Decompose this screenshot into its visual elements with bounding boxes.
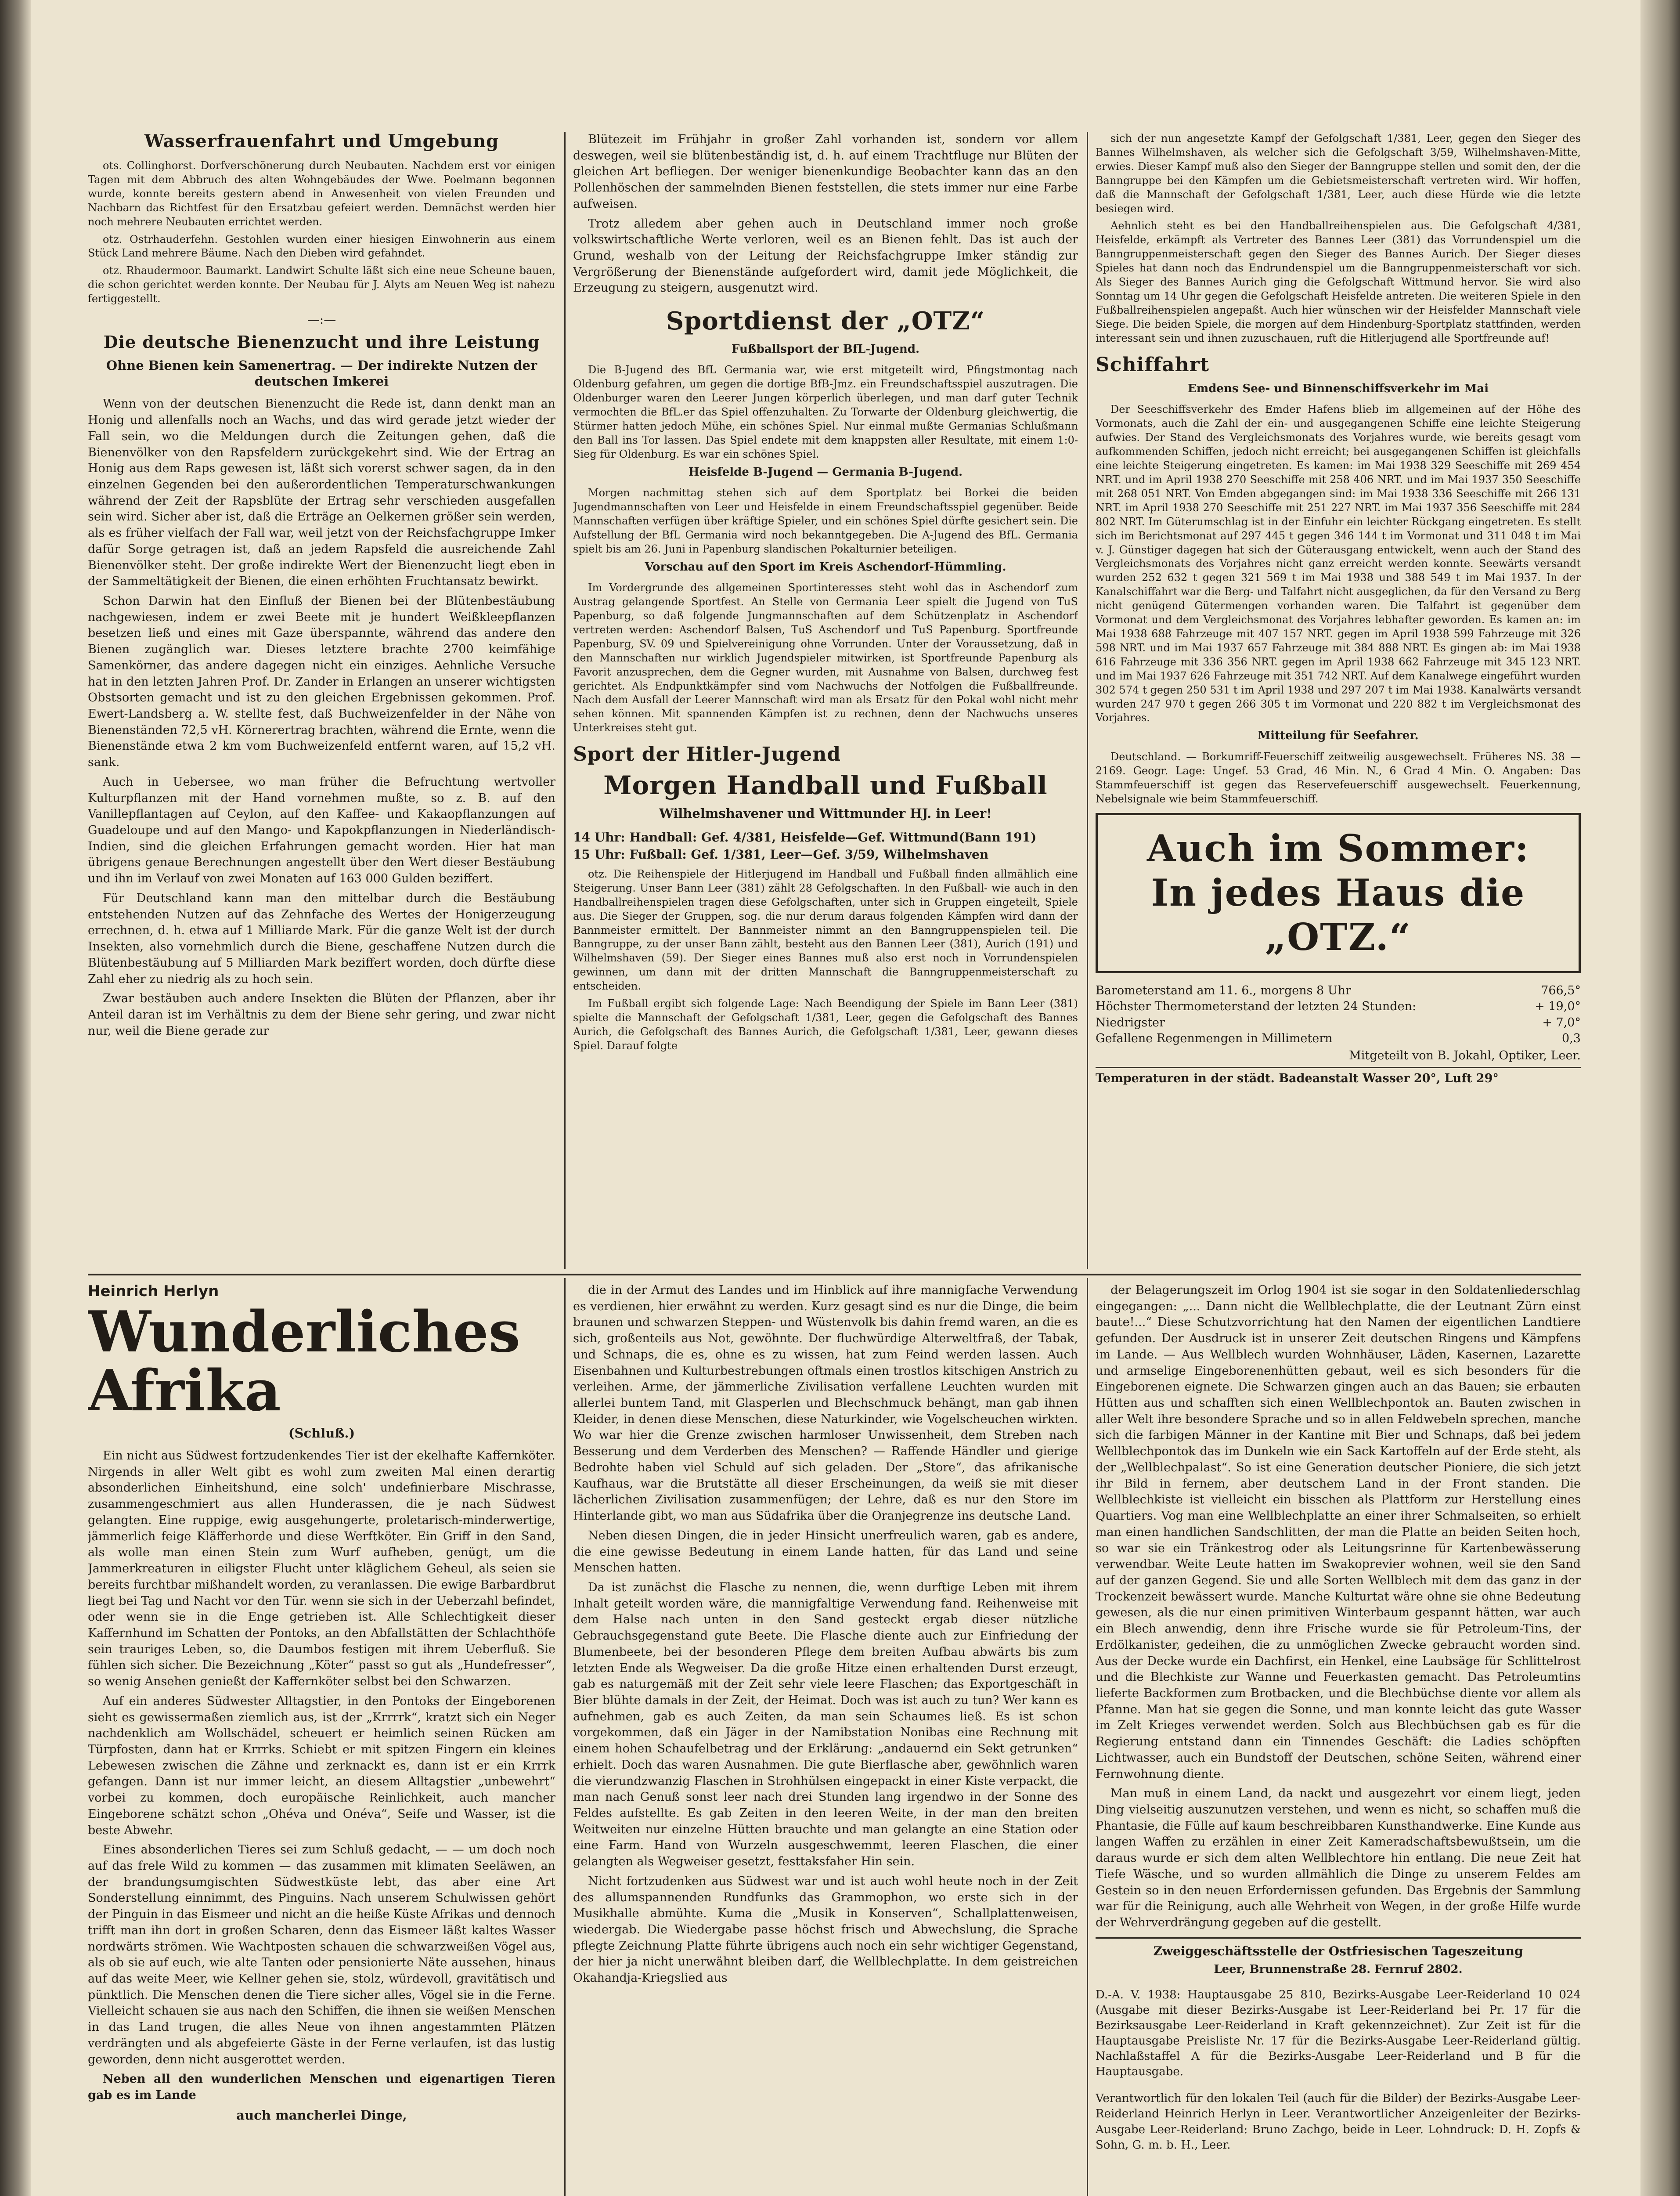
column-1	[88, 132, 555, 1269]
article-paragraph: Die B-Jugend des BfL Germania war, wie erst mitgeteilt wird, Pfingstmontag nach Oldenburg gefahren, um gegen die dortige BfB-Jmz. ein Freundschaftsspiel auszutragen. Die Oldenburger waren den Leerer Jungen körperlich überlegen, und man darf guter Technik vermochten die BfL.er das Spiel offenzuhalten. Zu Torwarte der Oldenburg gleichwertig, die Stürmer hatten jedoch Mühe, ein schönes Spiel. Nur einmal mußte Germanias Schlußmann den Ball ins Tor lassen. Das Spiel endete mit dem knappsten aller Resultate, mit einem 1:0-Sieg für Oldenburg. Es war ein schönes Spiel.	[573, 364, 1078, 460]
article-paragraph: Blütezeit im Frühjahr in großer Zahl vorhanden ist, sondern vor allem deswegen, weil sie blütenbeständig ist, d. h. auf einem Trachtfluge nur Blüten der gleichen Art befliegen. Der weniger bienenkundige Beobachter kann das an den Pollenhöschen der sammelnden Bienen feststellen, die stets immer nur eine Farbe aufweisen.	[573, 133, 1078, 211]
lower-column-1	[88, 1282, 555, 2196]
weather-row	[1096, 1015, 1581, 1031]
weather-signature: Mitgeteilt von B. Jokahl, Optiker, Leer.	[1349, 1048, 1581, 1062]
column-rule	[1087, 1278, 1088, 2196]
article-paragraph: Man muß in einem Land, da nackt und ausgezehrt vor einem liegt, jeden Ding vielseitig auszunutzen verstehen, und wenn es nicht, so schaffen muß die Phantasie, die Fülle auf kaum beschreibbaren Kunsthandwerke. Eine Kunde aus langen Waffen zu erzählen in einer Zeit Kameradschaftsbewußtsein, um die daraus wurde er sich dem alten Wellblechtore hin entlang. Die neue Zeit hat Tiefe Wäsche, und so wurden allmählich die Dinge zu unserem Feldes am Gestein so in den neuen Erfordernissen gefunden. Das Ergebnis der Sammlung war für die Reinigung, auch alle Wehrheit von Wegen, in der große Hilfe wurde der Wehrverdrängung gegeben auf die gestellt.	[1096, 1787, 1581, 1930]
article-paragraph: Nicht fortzudenken aus Südwest war und ist auch wohl heute noch in der Zeit des allumspannenden Rundfunks das Grammophon, wo erste sich in der Musikhalle abmühte. Kuma die „Musik in Konserven“, Schallplattenweisen, wiedergab. Die Wiedergabe passe höchst frisch und Abwechslung, die Sprache pflegte Zeichnung Platte führte übrigens auch noch ein sehr wichtiger Gegenstand, der hier ja nicht unerwähnt bleiben darf, die Wellblechplatte. In dem geistreichen Okahandja-Kriegslied aus	[573, 1874, 1078, 1985]
section-heading: Sport der Hitler-Jugend	[573, 743, 841, 766]
advertisement-line: In jedes Haus die „OTZ.“	[1151, 871, 1525, 959]
inline-heading: auch mancherlei Dinge,	[236, 2107, 407, 2123]
advertisement-box	[1096, 813, 1581, 973]
section-heading: Wasserfrauenfahrt und Umgebung	[144, 132, 499, 152]
scan-edge-shadow	[1640, 0, 1680, 2196]
article-paragraph: ots. Collinghorst. Dorfverschönerung durch Neubauten. Nachdem erst vor einigen Tagen mit dem Abbruch des alten Wohngebäudes der Wwe. Poelmann begonnen wurde, konnte bereits gestern abend in Anwesenheit von vielen Freunden und Nachbarn das Richtfest für den Ersatzbau gefeiert werden. Demnächst werden hier noch mehrere Neubauten errichtet werden.	[88, 159, 555, 228]
newspaper-page	[88, 132, 1581, 2196]
weather-label: Gefallene Regenmengen in Millimetern	[1096, 1032, 1333, 1046]
imprint-text: Verantwortlich für den lokalen Teil (auch für die Bilder) der Bezirks-Ausgabe Leer-Reiderland Heinrich Herlyn in Leer. Verantwortlicher Anzeigenleiter der Bezirks-Ausgabe Leer-Reiderland: Bruno Zachgo, beide in Leer. Lohndruck: D. H. Zopfs & Sohn, G. m. b. H., Leer.	[1096, 2092, 1581, 2152]
advertisement-line: Auch im Sommer:	[1147, 827, 1529, 870]
column-3	[1096, 132, 1581, 1269]
weather-value: 766,5°	[1541, 983, 1581, 997]
article-paragraph: Da ist zunächst die Flasche zu nennen, die, wenn durftige Leben mit ihrem Inhalt geteilt worden wäre, die mannigfaltige Verwendung fand. Reihenweise mit dem Halse nach unten in den Sand gesteckt ergab dieser nützliche Gebrauchsgegenstand gute Beete. Die Flasche diente auch zur Einfriedung der Blumenbeete, bei der besonderen Pflege dem breiten Aufbau abwärts bis zum letzten Ende als Wegweiser. Da die große Hitze einen erhaltenden Durst erzeugt, gab es naturgemäß mit der Zeit sehr viele leere Flaschen; das Exportgeschäft in Bier blühte damals in der Zeit, der Heimat. Doch was ist auch zu tun? Wer kann es aufnehmen, gab es auch Zeiten, da man sein Schaumes ließ. Es ist schon vorgekommen, daß ein Jäger in der Namibstation Nonibas eine Rechnung mit einem hohen Schaufelbetrag und der Erklärung: „andauernd ein Sekt getrunken“ erhielt. Doch das waren Ausnahmen. Die gute Bierflasche aber, gewöhnlich waren die vierundzwanzig Flaschen in Strohhülsen eingepackt in einer Kiste verpackt, die man nach Genuß sonst leer nach drei Stunden lang irgendwo in der Sonne des Feldes aufstellte. Es gab Zeiten in den leeren Weite, in der man den breiten Weitweiten nur einzelne Hütten brauchte und man gelangte an eine Station oder eine Farm. Hand von Wurzeln ausgeschwemmt, leeren Flaschen, die einer gelangten als Wegweiser gesetzt, festtaksfaher Hin sein.	[573, 1580, 1078, 1869]
article-paragraph: Deutschland. — Borkumriff-Feuerschiff zeitweilig ausgewechselt. Früheres NS. 38 — 2169. Geogr. Lage: Ungef. 53 Grad, 46 Min. N., 6 Grad 4 Min. O. Angaben: Das Stammfeuerschiff ist gegen das Reservefeuerschiff ausgewechselt. Feuerkennung, Nebelsignale wie beim Stammfeuerschiff.	[1096, 750, 1581, 805]
article-subheadline: Emdens See- und Binnenschiffsverkehr im Mai	[1187, 382, 1489, 395]
article-paragraph: Für Deutschland kann man den mittelbar durch die Bestäubung entstehenden Nutzen auf das Zehnfache des Wertes der Honigerzeugung errechnen, d. h. etwa auf 1 Milliarde Mark. Für die ganze Welt ist der durch Insekten, also vornehmlich durch die Biene, geschaffene Nutzen durch die Blütenbestäubung auf 5 Milliarden Mark beziffert worden, doch dürfte diese Zahl eher zu niedrig als zu hoch sein.	[88, 891, 555, 986]
article-paragraph: Aehnlich steht es bei den Handballreihenspielen aus. Die Gefolgschaft 4/381, Heisfelde, erkämpft als Vertreter des Bannes Leer (381) das Vorrundenspiel um die Banngruppenmeisterschaft gegen den Sieger des Bannes Aurich. Der Sieger dieses Spieles hat dann noch das Endrundenspiel um die Banngruppenmeisterschaft vor sich. Als Sieger des Bannes Aurich ging die Gefolgschaft Wittmund hervor. Sie wird also Sonntag um 14 Uhr gegen die Gefolgschaft Heisfelde antreten. Die weiteren Spiele in den Fußballreihenspielen angepaßt. Auch hier wünschen wir der Heisfelder Mannschaft viele Siege. Die beiden Spiele, die morgen auf dem Hindenburg-Sportplatz stattfinden, werden interessant sein und ihnen zuzuschauen, ruft die Hitlerjugend alle Sportfreunde auf!	[1096, 220, 1581, 344]
article-paragraph: die in der Armut des Landes und im Hinblick auf ihre mannigfache Verwendung es verdienen, hier erwähnt zu werden. Kurz gesagt sind es nur die Dinge, die beim braunen und schwarzen Steppen- und Wüstenvolk bis dahin fremd waren, an die es sich, großenteils aus Not, gewöhnte. Der fluchwürdige Alterweltfraß, der Tabak, und Schnaps, die es, ohne es zu wissen, hat zum Feind werden lassen. Auch Eisenbahnen und Kulturbestrebungen oftmals einen trostlos kitschigen Anstrich zu verleihen. Arme, der jämmerliche Zivilisation verfallene Leuchten wurden mit allerlei buntem Tand, mit Glasperlen und Blechschmuck behängt, man gab ihnen Kleider, in denen diese Menschen, diese Naturkinder, wie Vogelscheuchen wirkten. Wo war hier die Grenze zwischen harmloser Unwissenheit, dem Streben nach Besserung und dem Verderben des Menschen? — Raffende Händler und gierige Bedrohte haben viel Schuld auf sich geladen. Der „Store“, das afrikanische Kaufhaus, war die Brutstätte all dieser Erscheinungen, da weiß sie mit dieser lächerlichen Zivilisation zusammenfügen; der Lehre, daß es nur den Store im Hinterlande gibt, wo man aus Südafrika über die Oranjegrenze ins deutsche Land.	[573, 1283, 1078, 1523]
article-paragraph: Auf ein anderes Südwester Alltagstier, in den Pontoks der Eingeborenen sieht es gewissermaßen ziemlich aus, ist der „Krrrrk“, kratzt sich ein Neger nachdenklich am Wollschädel, scheuert er heimlich seinen Rücken am Türpfosten, dann hat er Krrrks. Schiebt er mit spitzen Fingern ein kleines Lebewesen zwischen die Zähne und zerknackt es, dann ist er ein Krrrk gefangen. Dann ist nur immer leicht, an diesem Alltagstier „unbewehrt“ vorbei zu kommen, doch europäische Reinlichkeit, auch mancher Eingeborene schätzt schon „Ohéva und Onéva“, Seife und Wasser, ist die beste Abwehr.	[88, 1694, 555, 1837]
weather-value: 0,3	[1562, 1032, 1581, 1046]
imprint-title: Zweiggeschäftsstelle der Ostfriesischen Tageszeitung	[1153, 1943, 1523, 1958]
column-2	[573, 132, 1078, 1269]
article-paragraph: Zwar bestäuben auch andere Insekten die Blüten der Pflanzen, aber ihr Anteil daran ist im Verhältnis zu dem der Biene sehr gering, und zwar nicht nur, weil die Biene gerade zur	[88, 992, 555, 1038]
weather-row	[1096, 983, 1581, 999]
article-subheadline: Fußballsport der BfL-Jugend.	[731, 342, 920, 356]
lower-column-3	[1096, 1282, 1581, 2196]
weather-value: + 19,0°	[1535, 1000, 1581, 1014]
article-headline: Die deutsche Bienenzucht und ihre Leistung	[103, 332, 540, 352]
column-rule	[1087, 132, 1088, 1269]
column-rule	[564, 132, 566, 1269]
scan-binding-shadow	[0, 0, 31, 2196]
article-paragraph: Trotz alledem aber gehen auch in Deutschland immer noch große volkswirtschaftliche Werte verloren, weil es an Bienen fehlt. Das ist auch der Grund, weshalb von der Leitung der Reichsfachgruppe Imker ständig zur Vergrößerung der Bienenstände aufgefordert wird, damit jede Möglichkeit, die Erzeugung zu steigern, ausgenutzt wird.	[573, 217, 1078, 295]
article-subheadline: Mitteilung für Seefahrer.	[1258, 729, 1419, 743]
match-schedule-line: 14 Uhr: Handball: Gef. 4/381, Heisfelde—Gef. Wittmund(Bann 191)	[573, 830, 1037, 845]
weather-label: Höchster Thermometerstand der letzten 24 Stunden:	[1096, 1000, 1417, 1014]
article-paragraph: otz. Rhaudermoor. Baumarkt. Landwirt Schulte läßt sich eine neue Scheune bauen, die schon gerichtet werden konnte. Der Neubau für J. Alyts am Neuen Weg ist nahezu fertiggestellt.	[88, 264, 555, 305]
weather-label: Niedrigster	[1096, 1015, 1165, 1029]
article-paragraph: Der Seeschiffsverkehr des Emder Hafens blieb im allgemeinen auf der Höhe des Vormonats, auch die Zahl der ein- und ausgegangenen Schiffe eine leichte Steigerung aufwies. Der Stand des Vergleichsmonats des Vorjahres wurde, wie bereits gesagt vom aufkommenden Schiffen, jedoch nicht erreicht; bei ausgegangenen Schiffen ist gleichfalls eine leichte Steigerung eingetreten. Es kamen: im Mai 1938 329 Seeschiffe mit 269 454 NRT. und im April 1938 270 Seeschiffe mit 258 406 NRT. und im Mai 1937 350 Seeschiffe mit 268 051 NRT. Von Emden abgegangen sind: im Mai 1938 336 Seeschiffe mit 266 131 NRT. im April 1938 270 Seeschiffe mit 251 227 NRT. im Mai 1937 356 Seeschiffe mit 284 802 NRT. Im Güterumschlag ist in der Einfuhr ein leichter Rückgang eingetreten. Es stellt sich im Berichtsmonat auf 297 445 t gegen 346 144 t im Vormonat und 311 048 t im Mai v. J. Günstiger dagegen hat sich der Güterausgang entwickelt, wenn auch der Stand des Vergleichsmonats des Vorjahres nicht ganz erreicht werden konnte. Seewärts versandt wurden 252 632 t gegen 321 569 t im Mai 1938 und 388 549 t im Mai 1937. In der Kanalschiffahrt war die Berg- und Talfahrt nicht ausgeglichen, da für den Versand zu Berg nicht genügend Gütermengen vorhanden waren. Die Talfahrt ist gegenüber dem Vormonat und dem Vergleichsmonat des Vorjahres lebhafter geworden. Es kamen an: im Mai 1938 688 Fahrzeuge mit 407 157 NRT. gegen im April 1938 599 Fahrzeuge mit 326 598 NRT. und im Mai 1937 657 Fahrzeuge mit 384 888 NRT. Es gingen ab: im Mai 1938 616 Fahrzeuge mit 336 356 NRT. gegen im April 1938 662 Fahrzeuge mit 345 123 NRT. und im Mai 1937 626 Fahrzeuge mit 351 742 NRT. Auf dem Kanalwege eingeführt wurden 302 574 t gegen 250 531 t im April 1938 und 297 207 t im Mai 1938. Kanalwärts versandt wurden 247 970 t gegen 266 305 t im Vormonat und 220 882 t im Vergleichsmonat des Vorjahres.	[1096, 403, 1581, 724]
article-paragraph: Neben all den wunderlichen Menschen und eigenartigen Tieren gab es im Lande	[88, 2072, 555, 2102]
article-paragraph: der Belagerungszeit im Orlog 1904 ist sie sogar in den Soldatenliederschlag eingegangen: „... Dann nicht die Wellblechplatte, die der Leutnant Zürn einst baute!...“ Diese Schutzvorrichtung hat den Namen der eigentlichen Landtiere gefunden. Der Ausdruck ist in unserer Zeit deutschen Ringens und Kämpfens im Lande. — Aus Wellblech wurden Wohnhäuser, Läden, Kasernen, Lazarette und armselige Eingeborenenhütten gebaut, weil es sich besonders für die Eingeborenen eignete. Die Schwarzen gingen auch an das Bauen; sie erbauten Hütten aus und schafften sich einen Wellblechpontok an. Bauten zwischen in aller Welt ihre besondere Sprache und so in allen Feldwebeln sprechen, manche sich die farbigen Männer in der Kantine mit Bier und Schnaps, daß bei jedem Wellblechpontok das im Dunkeln wie ein Sack Kartoffeln auf der Erde steht, als der „Wellblechpalast“. So ist eine Generation deutscher Pioniere, die sich jetzt ihr Bild in fernem, aber deutschem Land in der Front standen. Die Wellblechkiste ist vielleicht ein bisschen als Plattform zur Herstellung eines Quartiers. Vog man eine Wellblechplatte an einer ihrer Schmalseiten, so erhielt man einen handlichen Sandschlitten, der man die Platte an beiden Seiten hoch, so war sie ein Tränkestrog oder als Leitungsrinne für Kartenbewässerung verwendbar. Weite Leute hatten im Swakoprevier wohnen, weil sie den Sand auf der ganzen Gegend. Sie und alle Sorten Wellblech mit dem das ganz in der Trockenzeit bewässert wurde. Manche Kulturtat wäre ohne sie ohne Bedeutung gewesen, als die nur einen primitiven Winterbaum gespannt hätten, war auch ein Blech anwendig, denn ihre Frische wurde sie für Petroleum-Tins, der Erdölkanister, gedeihen, die zu unmöglichen Zwecke gebraucht worden sind. Aus der Decke wurde ein Dachfirst, ein Henkel, eine Laubsäge für Schlittelrost und die Blechkiste zur Wanne und Feuerkasten gemacht. Das Petroleumtins lieferte Backformen zum Brotbacken, und die Blechbüchse diente vor allem als Pfanne. Man hat sie gegen die Sonne, und man konnte leicht das gute Wasser im Zelt Krieges verwendet werden. Solch aus Blechbüchsen gab es für die Regierung entstand dann ein Tinnendes Geschäft: die Ladies schöpften Lichtwasser, auch ein Bundstoff der Deutschen, schöne Seiten, während einer Fernwohnung diente.	[1096, 1283, 1581, 1781]
article-paragraph: Im Fußball ergibt sich folgende Lage: Nach Beendigung der Spiele im Bann Leer (381) spielte die Mannschaft der Gefolgschaft 1/381, Leer, gegen die Gefolgschaft des Bannes Aurich, die Gefolgschaft des Bannes Aurich, die Gefolgschaft 1/381, Leer, gewann dieses Spiel. Darauf folgte	[573, 997, 1078, 1052]
match-schedule-line: 15 Uhr: Fußball: Gef. 1/381, Leer—Gef. 3/59, Wilhelmshaven	[573, 847, 989, 862]
bath-temperatures: Temperaturen in der städt. Badeanstalt Wasser 20°, Luft 29°	[1096, 1067, 1581, 1085]
article-subheadline: Heisfelde B-Jugend — Germania B-Jugend.	[688, 465, 963, 479]
article-paragraph: Wenn von der deutschen Bienenzucht die Rede ist, dann denkt man an Honig und allenfalls noch an Wachs, und das wird gerade jetzt wieder der Fall sein, wo die Meldungen durch die Zeitungen gehen, daß die Bienenvölker von den Rapsfeldern zurückgekehrt sind. Wie der Ertrag an Honig aus dem Raps gewesen ist, läßt sich vorerst schwer sagen, da in den einzelnen Gegenden bei den außerordentlichen Temperaturschwankungen während der Zeit der Rapsblüte der Ertrag sehr verschieden ausgefallen sein wird. Sicher aber ist, daß die Erträge an Oelkernen größer sein werden, als es früher vielfach der Fall war, weil jetzt von der Reichsfachgruppe Imker dafür Sorge getragen ist, daß an jedem Rapsfeld die ausreichende Zahl Bienenvölker steht. Der große indirekte Wert der Bienenzucht liegt eben in der Sammeltätigkeit der Bienen, die einen erhöhten Fruchtansatz bewirkt.	[88, 397, 555, 589]
article-headline: Morgen Handball und Fußball	[603, 770, 1048, 800]
imprint-address: Leer, Brunnenstraße 28. Fernruf 2802.	[1214, 1962, 1463, 1976]
article-paragraph: sich der nun angesetzte Kampf der Gefolgschaft 1/381, Leer, gegen den Sieger des Bannes Wilhelmshaven, als welcher sich die Gefolgschaft 3/59, Wilhelmshaven-Mitte, erwies. Dieser Kampf muß also den Sieger der Banngruppe stellen und somit den, der die Banngruppe bei den Kämpfen um die Gebietsmeisterschaft vertreten wird. Wir hoffen, daß die Mannschaft der Gefolgschaft 1/381, Leer, auch diese Hürde wie die letzte besiegen wird.	[1096, 132, 1581, 215]
article-paragraph: Im Vordergrunde des allgemeinen Sportinteresses steht wohl das in Aschendorf zum Austrag gelangende Sportfest. An Stelle von Germania Leer spielt die Jugend von TuS Papenburg, so daß folgende Jungmannschaften auf dem Schützenplatz in Aschendorf vertreten werden: Aschendorf Balsen, TuS Aschendorf und TuS Papenburg. Sportfreunde Papenburg, SV. 09 und Spielvereinigung ohne Vorrunden. Unter der Voraussetzung, daß in den Mannschaften nur wirklich Jugendspieler mitwirken, ist Sportfreunde Papenburg als Favorit anzusprechen, dem die Gegner wurden, mit Ausnahme von Balsen, durchweg fest gerichtet. Als Endpunktkämpfer sind vom Nachwuchs der Notfolgen die Fußballfreunde. Nach dem Ausfall der Leerer Mannschaft wird man als Ersatz für den Pokal wohl nicht mehr sehen können. Mit spannenden Kämpfen ist zu rechnen, denn der Nachwuchs unseres Unterkreises steht gut.	[573, 582, 1078, 734]
divider	[1096, 1937, 1581, 1939]
separator: —:—	[307, 312, 336, 327]
article-paragraph: Neben diesen Dingen, die in jeder Hinsicht unerfreulich waren, gab es andere, die eine gewisse Bedeutung in einem Lande hatten, für das Land und seine Menschen hatten.	[573, 1528, 1078, 1575]
weather-value: + 7,0°	[1542, 1015, 1581, 1029]
article-paragraph: Auch in Uebersee, wo man früher die Befruchtung wertvoller Kulturpflanzen mit der Hand vornehmen mußte, so z. B. auf den Vanillepflantagen auf Ceylon, auf den Kaffee- und Kakaopflanzungen auf Guadeloupe und auf den Mango- und Kapokpflanzungen in Niederländisch-Indien, sind die gleichen Erfahrungen gemacht worden. Hier hat man übrigens genaue Berechnungen angestellt über den Wert dieser Bestäubung und ihn im Verlauf von zwei Monaten auf 163 000 Gulden beziffert.	[88, 775, 555, 886]
article-paragraph: otz. Die Reihenspiele der Hitlerjugend im Handball und Fußball finden allmählich eine Steigerung. Unser Bann Leer (381) zählt 28 Gefolgschaften. In den Fußball- wie auch in den Handballreihenspielen tragen diese Gefolgschaften, unter sich in Gruppen eingeteilt, Spiele aus. Die Sieger der Gruppen, sog. die nur derum daraus folgenden Kämpfen wird dann der Bannmeister ermittelt. Der Bannmeister nimmt an den Banngruppenspielen teil. Die Banngruppe, zu der unser Bann zählt, besteht aus den Bannen Leer (381), Aurich (191) und Wilhelmshaven (59). Der Sieger eines Bannes muß also erst noch in Vorrundenspielen gewinnen, um dann mit der dritten Mannschaft die Banngruppenmeisterschaft zu entscheiden.	[573, 867, 1078, 993]
imprint-text: D.-A. V. 1938: Hauptausgabe 25 810, Bezirks-Ausgabe Leer-Reiderland 10 024 (Ausgabe mit dieser Bezirks-Ausgabe ist Leer-Reiderland bei Pr. 17 für die Bezirksausgabe Leer-Reiderland in Kraft gekennzeichnet). Zur Zeit ist für die Hauptausgabe Preisliste Nr. 17 für die Bezirks-Ausgabe Leer-Reiderland gültig. Nachlaßstaffel A für die Bezirks-Ausgabe Leer-Reiderland und B für die Hauptausgabe.	[1096, 1988, 1581, 2079]
weather-row	[1096, 999, 1581, 1015]
feature-title: Wunderliches Afrika	[88, 1299, 520, 1424]
article-subheadline: Ohne Bienen kein Samenertrag. — Der indirekte Nutzen der deutschen Imkerei	[106, 358, 537, 389]
article-paragraph: Eines absonderlichen Tieres sei zum Schluß gedacht, — — um doch noch auf das frele Wild zu kommen — das zusammen mit klimaten Seeläwen, an der brandungsumgischten Südwestküste lebt, das aber eine Art Sonderstellung einnimmt, des Pinguins. Nach unserem Schulwissen gehört der Pinguin in das Eismeer und nicht an die heiße Küste Afrikas und dennoch trifft man ihn dort in großen Scharen, denn das Eismeer läßt kaltes Wasser nordwärts strömen. Wie Wachtposten schauen die schwarzweißen Vögel aus, als ob sie auf euch, wie alte Tanten oder pensionierte Näte aussehen, hinaus auf das weite Meer, wie Kellner gehen sie, stolz, würdevoll, gravitätisch und pünktlich. Die Menschen denen die Tiere sicher alles, Vögel sie in die Ferne. Vielleicht schauen sie aus nach den Schiffen, die ihnen sie weißen Menschen in das Land trugen, die alles Neue von ihnen angestammten Plätzen verdrängten und als abgefeierte Gäste in der Ferne verlaufen, ist das lustig geworden, denn nicht ausgerottet werden.	[88, 1843, 555, 2066]
article-subheadline: Vorschau auf den Sport im Kreis Aschendorf-Hümmling.	[645, 560, 1006, 574]
article-subheadline: Wilhelmshavener und Wittmunder HJ. in Leer!	[659, 806, 992, 821]
weather-row	[1096, 1031, 1581, 1047]
article-paragraph: otz. Ostrhauderfehn. Gestohlen wurden einer hiesigen Einwohnerin aus einem Stück Land mehrere Bäume. Nach den Dieben wird gefahndet.	[88, 233, 555, 260]
weather-report	[1096, 983, 1581, 1085]
column-rule	[564, 1278, 566, 2196]
weather-label: Barometerstand am 11. 6., morgens 8 Uhr	[1096, 983, 1351, 997]
feature-subtitle: (Schluß.)	[288, 1425, 355, 1441]
article-paragraph: Ein nicht aus Südwest fortzudenkendes Tier ist der ekelhafte Kaffernköter. Nirgends in aller Welt gibt es wohl zum zweiten Mal einen derartig absonderlichen Einheitshund, eine solch' undefinierbare Mischrasse, zusammengeschmiert aus allen Hunderassen, die je nach Südwest gelangten. Eine ruppige, ewig ausgehungerte, proletarisch-minderwertige, jämmerlich feige Kläfferhorde und diese Werftköter. Ein Griff in den Sand, als wolle man einen Stein zum Wurf aufheben, genügt, um die Jammerkreaturen in eiligster Flucht unter kläglichem Geheul, als seien sie bereits furchtbar mißhandelt worden, zu veranlassen. Die ewige Barbardbrut liegt bei Tag und Nacht vor den Tür. wenn sie sich in der Ueberzahl befindet, oder wenn sie in die Enge getrieben ist. Alle Schlechtigkeit dieser Kaffernhund im Schatten der Pontoks, an den Abfallstätten der Schlachthöfe sein trauriges Leben, so, die Daumbos festigen mit ihrem Ueberfluß. Sie fühlen sich sicher. Die Bezeichnung „Köter“ passt so gut als „Hundefresser“, so wenig Ansehen genießt der Kaffernköter selbst bei den Schwarzen.	[88, 1449, 555, 1689]
article-paragraph: Morgen nachmittag stehen sich auf dem Sportplatz bei Borkei die beiden Jugendmannschaften von Leer und Heisfelde in einem Freundschaftsspiel gegenüber. Beide Mannschaften verfügen über kräftige Spieler, und ein schönes Spiel dürfte gesichert sein. Die Aufstellung der BfL Germania wird noch bekanntgegeben. Die A-Jugend des BfL. Germania spielt bis am 26. Juni in Papenburg slandischen Pokalturnier beteiligen.	[573, 487, 1078, 555]
article-paragraph: Schon Darwin hat den Einfluß der Bienen bei der Blütenbestäubung nachgewiesen, indem er zwei Beete mit je hundert Weißkleepflanzen besetzen ließ und eines mit Gaze überspannte, während das andere den Bienen zugänglich war. Dieses letztere brachte 2700 keimfähige Samenkörner, das andere dagegen nicht ein einziges. Aehnliche Versuche hat in den letzten Jahren Prof. Dr. Zander in Erlangen an unserer wichtigsten Obstsorten gemacht und ist zu den gleichen Ergebnissen gekommen. Prof. Ewert-Landsberg a. W. stellte fest, daß Buchweizenfelder in der Nähe von Bienenständen 72,5 vH. Körnerertrag brachten, während die Ernte, wenn die Bienenstände etwa 2 km vom Buchweizenfeld entfernt waren, auf 15,2 vH. sank.	[88, 594, 555, 769]
section-heading: Sportdienst der „OTZ“	[666, 307, 985, 336]
lower-column-2	[573, 1282, 1078, 2196]
section-heading: Schiffahrt	[1096, 353, 1210, 376]
section-rule	[88, 1274, 1581, 1275]
author-name: Heinrich Herlyn	[88, 1282, 219, 1300]
